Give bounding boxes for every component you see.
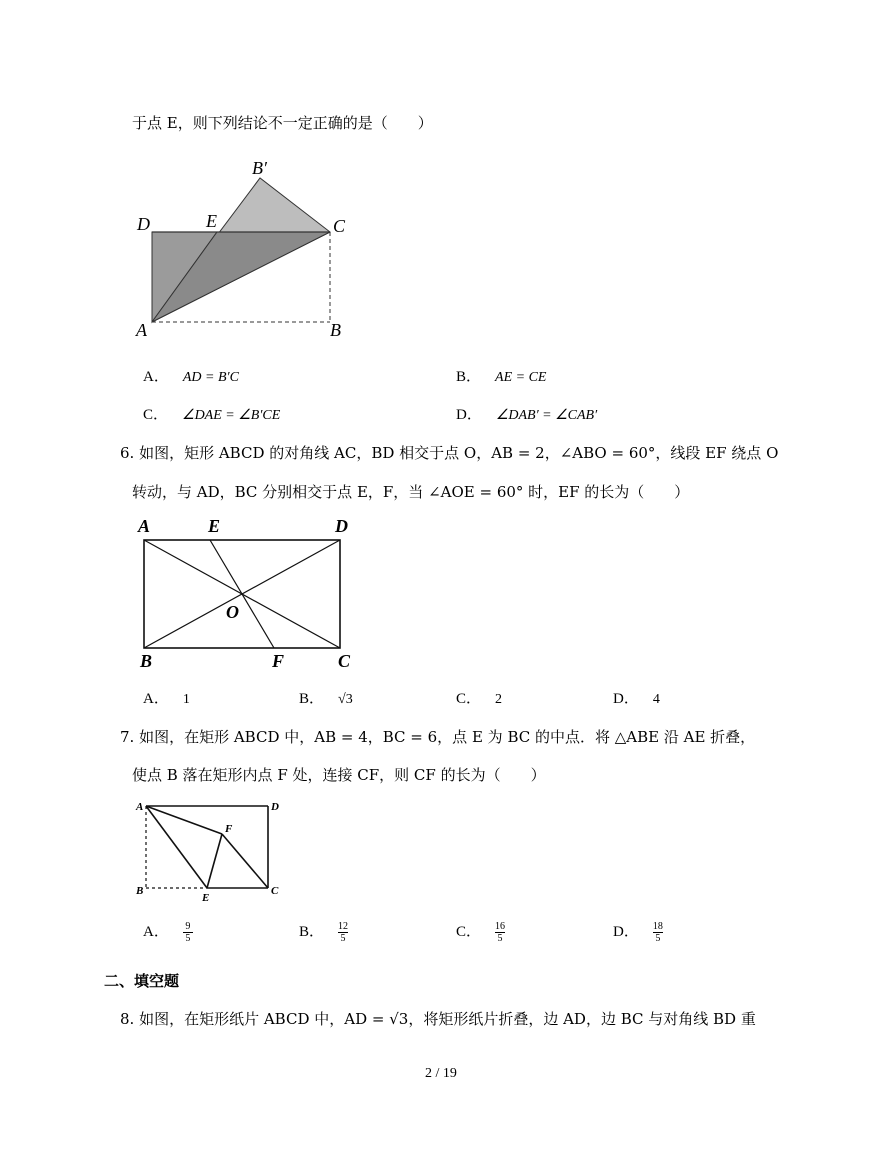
fraction-numerator: 16: [495, 920, 506, 932]
q6-option-d[interactable]: [613, 687, 660, 708]
q6-label-e: E: [208, 516, 221, 536]
fraction-denominator: 5: [340, 932, 346, 944]
option-label: A．: [143, 924, 169, 940]
q6-label-c: C: [338, 651, 351, 671]
q7-option-b[interactable]: [299, 920, 348, 944]
q7-figure: [132, 796, 287, 908]
q6-label-d: D: [335, 516, 348, 536]
q7-segment-fe: [207, 834, 222, 888]
option-label: A．: [143, 369, 169, 385]
q5-label-b1: B′: [252, 158, 267, 178]
q7-label-c: C: [271, 885, 279, 897]
q6-option-a[interactable]: [143, 687, 190, 708]
option-value: AD = B′C: [182, 370, 239, 385]
option-value: 1: [182, 692, 190, 707]
q6-figure: [132, 512, 362, 674]
q6-option-c[interactable]: [456, 687, 502, 708]
q8-question-line: 8. 如图，在矩形纸片 ABCD 中，AD = √3，将矩形纸片折叠，边 AD，边 BC 与对角线 BD 重: [120, 1010, 756, 1028]
q7-label-a: A: [136, 801, 144, 813]
option-label: B．: [456, 369, 482, 385]
option-label: C．: [456, 691, 482, 707]
q5-option-d[interactable]: [456, 403, 597, 424]
q5-option-a[interactable]: [143, 365, 239, 386]
q7-option-a[interactable]: [143, 920, 193, 944]
fraction-denominator: 5: [655, 932, 661, 944]
q6-label-o: O: [226, 602, 239, 622]
fraction-numerator: 12: [338, 920, 349, 932]
q6-label-f: F: [272, 651, 285, 671]
fraction-numerator: 18: [652, 920, 663, 932]
fraction-denominator: 5: [185, 932, 191, 944]
option-fraction: [183, 921, 193, 944]
section-heading-fill-in: 二、填空题: [104, 972, 180, 990]
q6-label-a: A: [138, 516, 151, 536]
q6-question-line-1: 6. 如图，矩形 ABCD 的对角线 AC，BD 相交于点 O，AB = 2，∠ABO = 60°，线段 EF 绕点 O: [120, 444, 779, 462]
option-value: ∠DAB′ = ∠CAB′: [495, 408, 598, 423]
option-label: C．: [456, 924, 482, 940]
option-label: B．: [299, 924, 325, 940]
q7-segment-ae: [146, 806, 207, 888]
q5-option-c[interactable]: [143, 403, 280, 424]
q6-segment-ef: [210, 540, 274, 648]
q5-label-b: B: [330, 320, 341, 340]
q5-label-c: C: [333, 216, 346, 236]
q7-question-line-2: 使点 B 落在矩形内点 F 处，连接 CF，则 CF 的长为（ ）: [132, 766, 546, 784]
q5-question-line: 于点 E，则下列结论不一定正确的是（ ）: [132, 114, 433, 132]
q7-option-c[interactable]: [456, 920, 505, 944]
option-label: A．: [143, 691, 169, 707]
page-number: 2 / 19: [425, 1066, 457, 1081]
q6-option-b[interactable]: [299, 687, 353, 708]
q5-label-e: E: [206, 211, 217, 231]
q5-label-d: D: [137, 214, 150, 234]
option-value: ∠DAE = ∠B′CE: [182, 408, 281, 423]
option-fraction: [653, 921, 663, 944]
option-label: C．: [143, 407, 169, 423]
q5-figure: [130, 150, 360, 345]
option-value: 4: [652, 692, 660, 707]
q5-option-b[interactable]: [456, 365, 546, 386]
q7-label-d: D: [271, 801, 279, 813]
q7-label-b: B: [136, 885, 144, 897]
q6-label-b: B: [140, 651, 153, 671]
q6-question-line-2: 转动，与 AD，BC 分别相交于点 E，F，当 ∠AOE = 60° 时，EF 的长为（ ）: [132, 483, 690, 501]
q5-label-a: A: [136, 320, 147, 340]
q7-question-line-1: 7. 如图，在矩形 ABCD 中，AB = 4，BC = 6，点 E 为 BC 的中点．将 △ABE 沿 AE 折叠，: [120, 728, 756, 746]
option-value: 2: [495, 692, 503, 707]
option-fraction: [338, 921, 348, 944]
option-value: AE = CE: [495, 370, 547, 385]
q7-label-e: E: [202, 892, 210, 904]
option-fraction: [495, 921, 505, 944]
option-value: √3: [338, 692, 353, 707]
option-label: B．: [299, 691, 325, 707]
fraction-denominator: 5: [497, 932, 503, 944]
option-label: D．: [456, 407, 482, 423]
option-label: D．: [613, 691, 639, 707]
q7-option-d[interactable]: [613, 920, 663, 944]
q7-segment-fc: [222, 834, 268, 888]
q7-label-f: F: [225, 823, 233, 835]
option-label: D．: [613, 924, 639, 940]
fraction-numerator: 9: [185, 920, 191, 932]
